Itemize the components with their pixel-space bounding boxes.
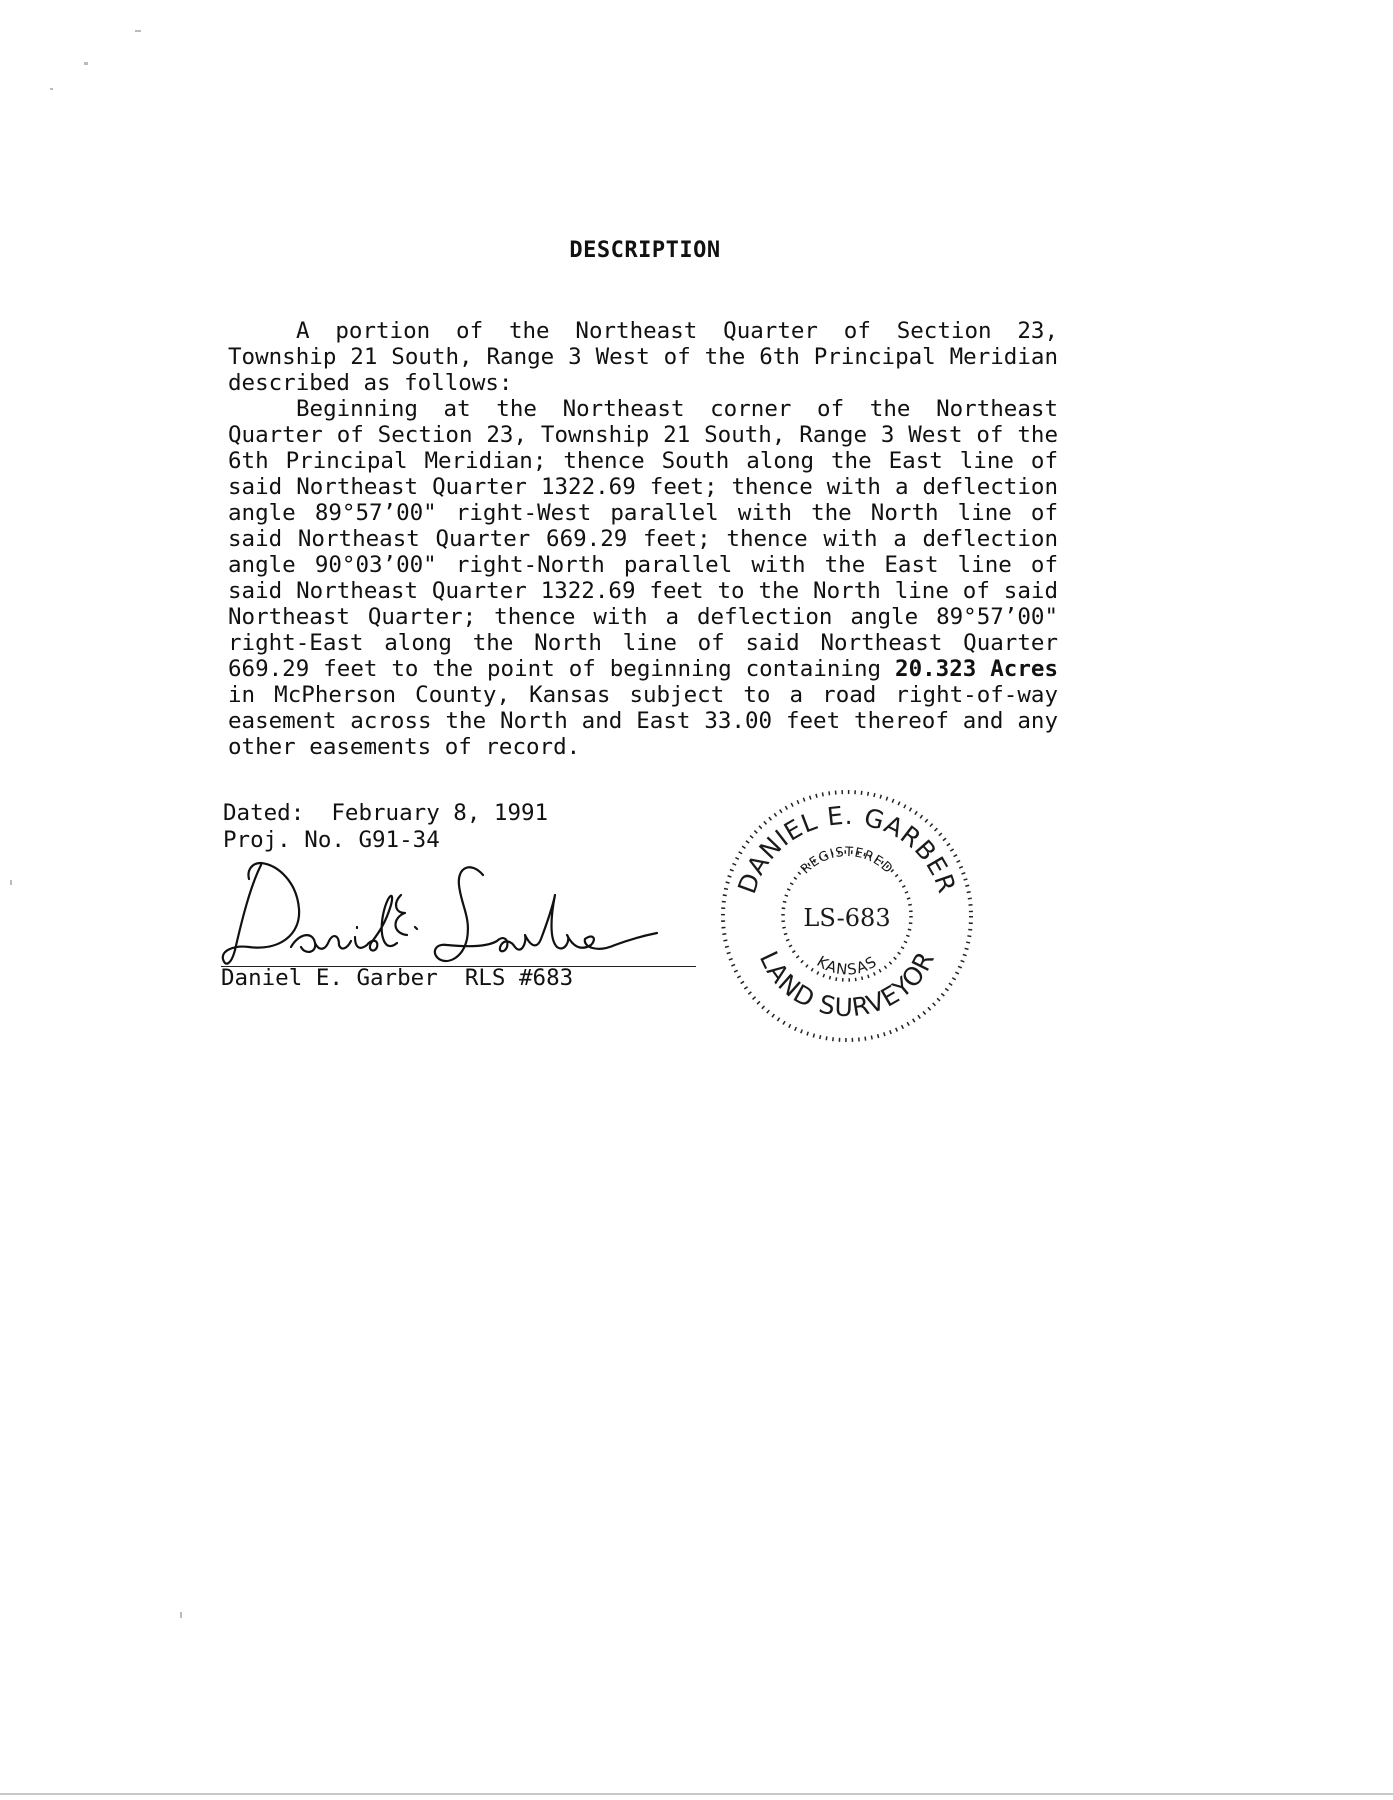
description-metes-and-bounds [228,396,1058,760]
document-meta [223,800,548,854]
seal-license-number: LS-683 [803,904,891,932]
acreage: 20.323 Acres [895,656,1058,682]
dated-line: Dated: February 8, 1991 [223,800,549,826]
scan-speck [135,30,141,32]
scan-speck [50,88,53,90]
seal-state-text: KANSAS [813,952,881,979]
surveyor-seal-stamp [712,786,982,1046]
metes-text-after: in McPherson County, Kansas subject to a road right-of-way easement across the North and East 33.00 feet thereof and any other easements of record. [228,682,1058,760]
scan-speck [180,1612,182,1618]
scan-speck [84,62,88,65]
project-number: Proj. No. G91-34 [223,827,440,853]
metes-text-before: Beginning at the Northeast corner of the Northeast Quarter of Section 23, Township 21 South, Range 3 West of the 6th Principal Meridian; thence South along the East line of said Northeast Quarter 1322.69 feet; thence with a deflection angle 89°57’00" right-West parallel with the North line of said Northeast Quarter 669.29 feet; thence with a deflection angle 90°03’00" right-North parallel with the East line of said Northeast Quarter 1322.69 feet to the North line of said Northeast Quarter; thence with a deflection angle 89°57’00" right-East along the North line of said Northeast Quarter 669.29 feet to the point of beginning containing [228,396,1058,682]
description-intro: A portion of the Northeast Quarter of Section 23, Township 21 South, Range 3 West of the 6th Principal Meridian described as follows: [228,318,1058,396]
seal-name-text: DANIEL E. GARBER [732,800,962,898]
scan-edge [0,1793,1393,1795]
scan-speck [10,880,12,885]
signer-name: Daniel E. Garber RLS #683 [221,965,574,991]
svg-text:LAND SURVEYOR [754,946,941,1022]
handwritten-signature [221,855,661,975]
legal-description [228,318,1058,760]
seal-registered-text: REGISTERED [798,844,896,878]
document-title: DESCRIPTION [569,238,721,263]
svg-text:REGISTERED [798,845,896,877]
seal-title-text: LAND SURVEYOR [753,946,941,1023]
